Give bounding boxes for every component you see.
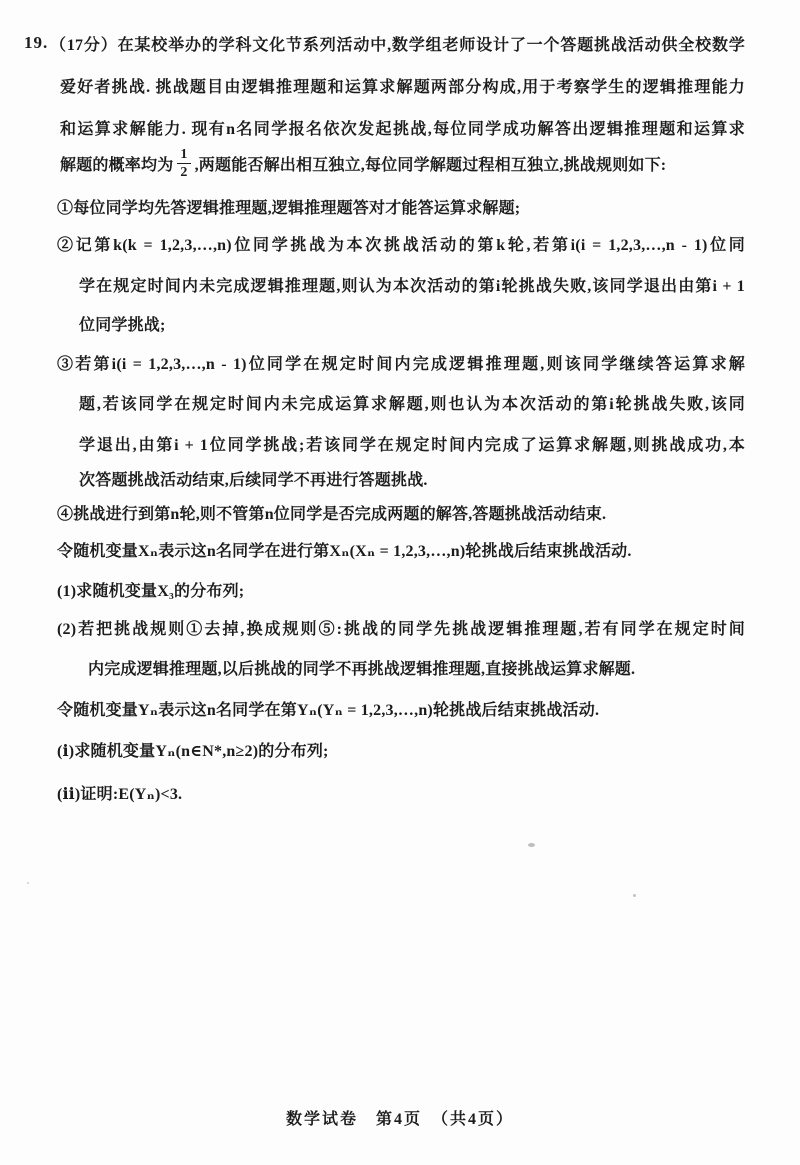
question-line: 爱好者挑战. 挑战题目由逻辑推理题和运算求解题两部分构成,用于考察学生的逻辑推理能力 <box>60 79 745 96</box>
fraction-pre-text: 解题的概率均为 <box>60 156 174 174</box>
question-line: 内完成逻辑推理题,以后挑战的同学不再挑战逻辑推理题,直接挑战运算求解题. <box>88 661 636 678</box>
question-line: 位同学挑战; <box>79 317 166 334</box>
question-line: （17分）在某校举办的学科文化节系列活动中,数学组老师设计了一个答题挑战活动供全校数学 <box>50 37 745 54</box>
question-number: 19. <box>24 33 49 52</box>
question-part-2: (2)若把挑战规则①去掉,换成规则⑤:挑战的同学先挑战逻辑推理题,若有同学在规定时间 <box>57 621 745 638</box>
question-part-2i: (ⅰ)求随机变量Yₙ(n∈N*,n≥2)的分布列; <box>57 743 329 760</box>
question-rule-2: ②记第k(k = 1,2,3,…,n)位同学挑战为本次挑战活动的第k轮,若第i(i = 1,2,3,…,n - 1)位同 <box>57 237 745 254</box>
question-part-1: (1)求随机变量X₃的分布列; <box>57 583 245 600</box>
scan-speck <box>528 843 535 847</box>
fraction-post-text: ,两题能否解出相互独立,每位同学解题过程相互独立,挑战规则如下: <box>194 156 667 174</box>
scan-speck <box>633 894 636 897</box>
page-footer: 数学试卷 第4页 （共4页） <box>285 1111 514 1128</box>
question-line-fraction <box>60 138 666 188</box>
scan-speck <box>27 882 29 884</box>
fraction-denominator: 2 <box>180 164 188 180</box>
fraction <box>177 147 190 180</box>
question-rule-1: ①每位同学均先答逻辑推理题,逻辑推理题答对才能答运算求解题; <box>57 200 521 217</box>
question-line: 题,若该同学在规定时间内未完成运算求解题,则也认为本次活动的第i轮挑战失败,该同 <box>79 396 745 413</box>
question-line: 令随机变量Yₙ表示这n名同学在第Yₙ(Yₙ = 1,2,3,…,n)轮挑战后结束挑战活动. <box>57 702 600 719</box>
question-rule-3: ③若第i(i = 1,2,3,…,n - 1)位同学在规定时间内完成逻辑推理题,则该同学继续答运算求解 <box>57 356 745 373</box>
question-part-2ii: (ⅱ)证明:E(Yₙ)<3. <box>57 786 183 803</box>
fraction-numerator: 1 <box>177 147 190 164</box>
question-line: 次答题挑战活动结束,后续同学不再进行答题挑战. <box>79 472 428 489</box>
question-rule-4: ④挑战进行到第n轮,则不管第n位同学是否完成两题的解答,答题挑战活动结束. <box>57 506 607 523</box>
question-line: 和运算求解能力. 现有n名同学报名依次发起挑战,每位同学成功解答出逻辑推理题和运算求 <box>60 121 745 138</box>
question-line: 令随机变量Xₙ表示这n名同学在进行第Xₙ(Xₙ = 1,2,3,…,n)轮挑战后结束挑战活动. <box>57 543 632 560</box>
question-line: 学退出,由第i + 1位同学挑战;若该同学在规定时间内完成了运算求解题,则挑战成功,本 <box>79 437 745 454</box>
question-line: 学在规定时间内未完成逻辑推理题,则认为本次活动的第i轮挑战失败,该同学退出由第i + 1 <box>79 278 745 295</box>
